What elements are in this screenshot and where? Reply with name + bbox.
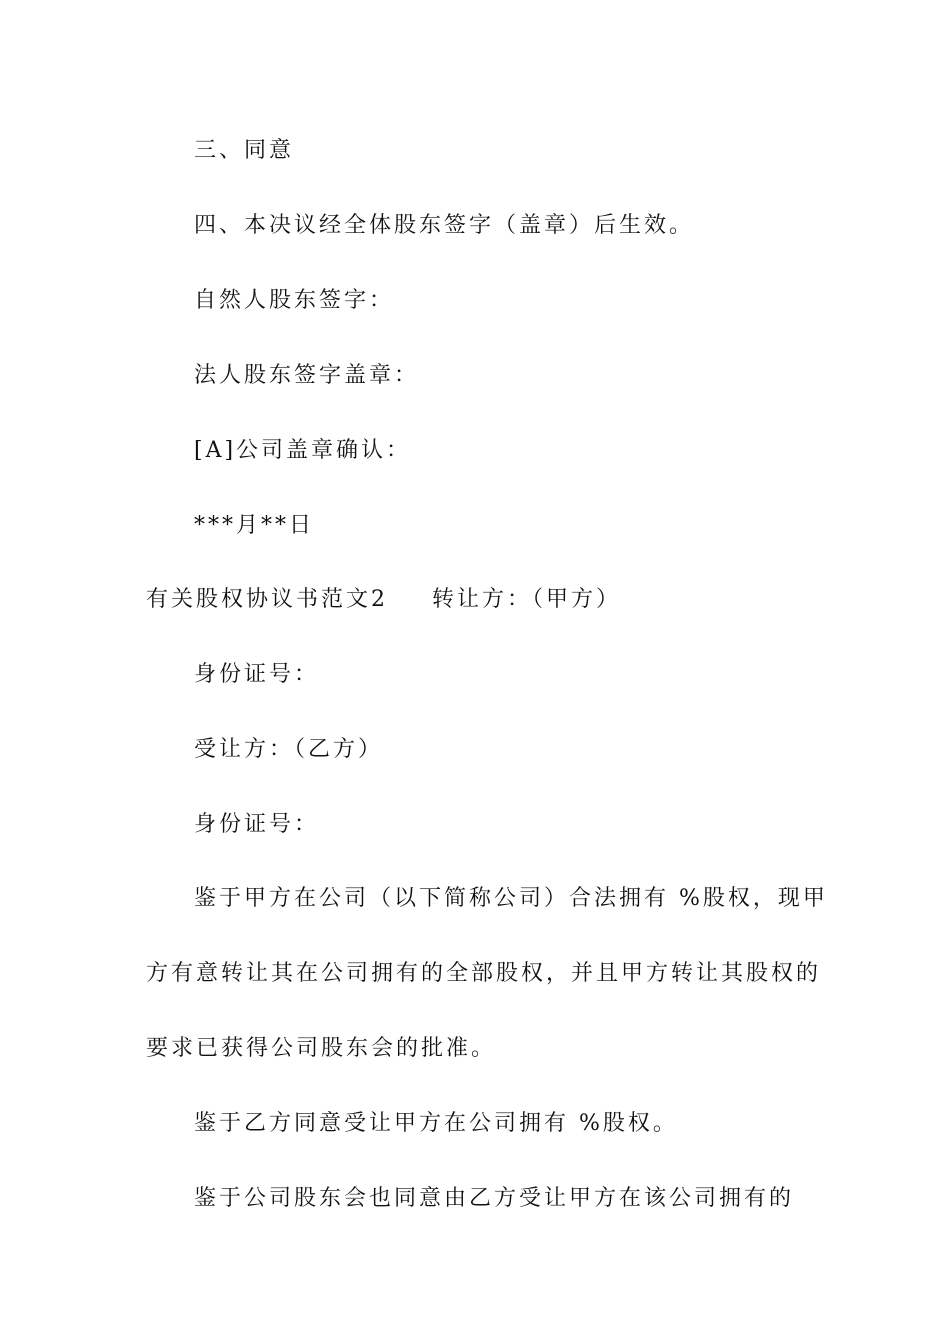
transferee-id-label: 身份证号：: [194, 812, 320, 837]
company-seal-label: [A]公司盖章确认：: [194, 438, 412, 463]
paragraph-2: 鉴于乙方同意受让甲方在公司拥有 %股权。: [194, 1111, 678, 1136]
legal-person-signature-label: 法人股东签字盖章：: [194, 363, 420, 388]
section-heading: 有关股权协议书范文2: [146, 587, 388, 612]
natural-person-signature-label: 自然人股东签字：: [194, 288, 395, 313]
resolution-item-4: 四、本决议经全体股东签字（盖章）后生效。: [194, 213, 695, 238]
paragraph-3-line-1: 鉴于公司股东会也同意由乙方受让甲方在该公司拥有的: [194, 1186, 795, 1211]
paragraph-1-line-1: 鉴于甲方在公司（以下简称公司）合法拥有 %股权，现甲: [194, 886, 828, 911]
transferee-label: 受让方：（乙方）: [194, 737, 384, 762]
transferor-label: 转让方：（甲方）: [432, 587, 622, 612]
section-heading-line: [146, 585, 621, 615]
paragraph-1-line-2: 方有意转让其在公司拥有的全部股权，并且甲方转让其股权的: [146, 961, 822, 986]
transferor-id-label: 身份证号：: [194, 662, 320, 687]
resolution-item-3: 三、同意: [194, 138, 295, 163]
date-line: ***月**日: [194, 513, 315, 538]
paragraph-1-line-3: 要求已获得公司股东会的批准。: [146, 1036, 497, 1061]
